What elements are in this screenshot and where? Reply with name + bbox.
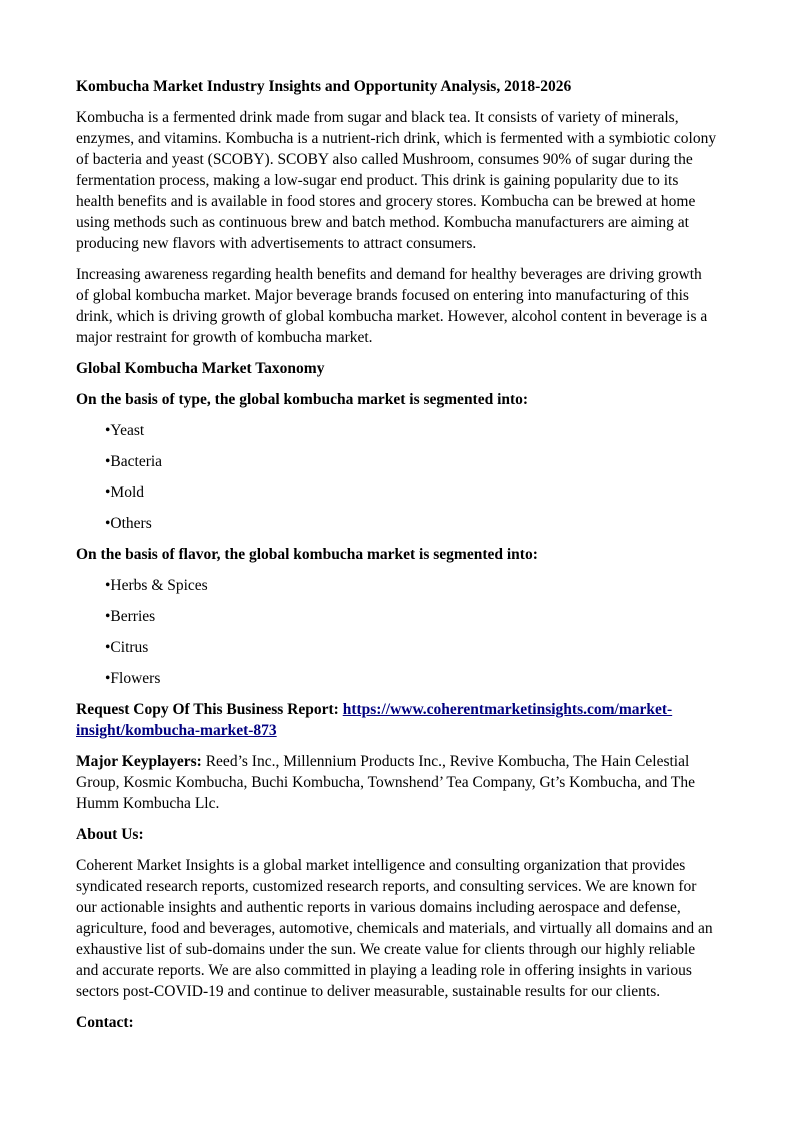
list-item: •Bacteria [105,453,163,470]
flavor-segment-list [76,575,718,689]
list-item: •Others [105,515,152,532]
contact-heading: Contact: [76,1014,134,1031]
keyplayers-paragraph [76,751,718,814]
type-segment-heading: On the basis of type, the global kombucha market is segmented into: [76,391,529,408]
keyplayers-label: Major Keyplayers: [76,753,202,770]
about-paragraph: Coherent Market Insights is a global market intelligence and consulting organization that provides syndicated research reports, customized research reports, and consulting services. We are known for our actionable insights and authentic reports in various domains including aerospace and defense, agriculture, food and beverages, automotive, chemicals and materials, and virtually all domains and an exhaustive list of sub-domains under the sun. We create value for clients through our highly reliable and accurate reports. We are also committed in playing a leading role in offering insights in various sectors post-COVID-19 and continue to deliver measurable, sustainable results for our clients. [76,857,713,1000]
report-link[interactable]: https://www.coherentmarketinsights.com/market-insight/kombucha-market-873 [76,701,673,739]
type-segment-list [76,420,718,534]
list-item: •Berries [105,608,156,625]
list-item: •Yeast [105,422,145,439]
intro-paragraph: Kombucha is a fermented drink made from sugar and black tea. It consists of variety of minerals, enzymes, and vitamins. Kombucha is a nutrient-rich drink, which is fermented with a symbiotic colony of bacteria and yeast (SCOBY). SCOBY also called Mushroom, consumes 90% of sugar during the fermentation process, making a low-sugar end product. This drink is gaining popularity due to its health benefits and is available in food stores and grocery stores. Kombucha can be brewed at home using methods such as continuous brew and batch method. Kombucha manufacturers are aiming at producing new flavors with advertisements to attract consumers. [76,109,717,252]
request-copy-paragraph [76,699,718,741]
list-item: •Citrus [105,639,149,656]
about-heading: About Us: [76,826,144,843]
keyplayers-text: Reed’s Inc., Millennium Products Inc., Revive Kombucha, The Hain Celestial Group, Kosmic Kombucha, Buchi Kombucha, Townshend’ Tea Company, Gt’s Kombucha, and The Humm Kombucha Llc. [76,753,696,812]
list-item: •Herbs & Spices [105,577,208,594]
taxonomy-heading: Global Kombucha Market Taxonomy [76,360,325,377]
request-copy-label: Request Copy Of This Business Report: [76,701,343,718]
list-item: •Mold [105,484,145,501]
flavor-segment-heading: On the basis of flavor, the global kombucha market is segmented into: [76,546,538,563]
list-item: •Flowers [105,670,161,687]
document-title: Kombucha Market Industry Insights and Opportunity Analysis, 2018-2026 [76,78,572,95]
market-drivers-paragraph: Increasing awareness regarding health benefits and demand for healthy beverages are driving growth of global kombucha market. Major beverage brands focused on entering into manufacturing of this drink, which is driving growth of global kombucha market. However, alcohol content in beverage is a major restraint for growth of kombucha market. [76,266,708,346]
document-page [76,76,718,1043]
